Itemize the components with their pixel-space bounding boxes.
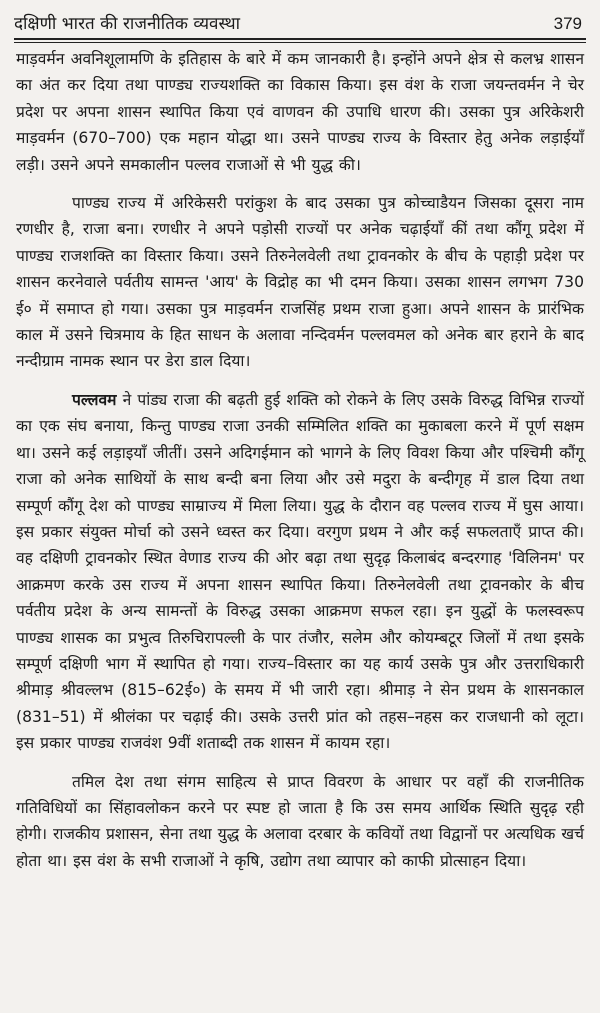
body-text <box>16 46 584 886</box>
chapter-title: दक्षिणी भारत की राजनीतिक व्यवस्था <box>14 14 241 34</box>
paragraph-text: माड़वर्मन अवनिशूलामणि के इतिहास के बारे में कम जानकारी है। इन्होंने अपने क्षेत्र से कलभ्र शासन का अंत कर दिया तथा पाण्ड्य राज्यशक्ति का विकास किया। इस वंश के राजा जयन्तवर्मन ने चेर प्रदेश पर अपना शासन स्थापित किया एवं वाणवन की उपाधि धारण की। उसका पुत्र अरिकेशरी माड़वर्मन (670–700) एक महान योद्धा था। उसने पाण्ड्य राज्य के विस्तार हेतु अनेक लड़ाईयाँ लड़ी। उसने अपने समकालीन पल्लव राजाओं से भी युद्ध की। <box>16 50 584 174</box>
running-header <box>14 6 582 34</box>
paragraph-text: ने पांड्य राजा की बढ़ती हुई शक्ति को रोकने के लिए उसके विरुद्ध विभिन्न राज्यों का एक संघ बनाया, किन्तु पाण्ड्य राजा उनकी सम्मिलित शक्ति का मुकाबला करने में पूर्ण सक्षम था। उसने कई लड़ाइयाँ जीतीं। उसने अदिगईमान को भागने के लिए विवश किया और पश्चिमी कौंगू राजा को अनेक साथियों के साथ बन्दी बना लिया और उसे मदुरा के बन्दीगृह में डाल दिया तथा सम्पूर्ण कौंगू देश को पाण्ड्य साम्राज्य में मिला लिया। युद्ध के दौरान वह पल्लव राज्य में घुस आया। इस प्रकार संयुक्त मोर्चा को उसने ध्वस्त कर दिया। वरगुण प्रथम ने और कई सफलताएँ प्राप्त की। वह दक्षिणी ट्रावनकोर स्थित वेणाड राज्य की ओर बढ़ा तथा सुदृढ़ किलाबंद बन्दरगाह 'विलिनम' पर आक्रमण करके उस राज्य में अपना शासन स्थापित किया। तिरुनेलवेली तथा ट्रावनकोर के बीच पर्वतीय प्रदेश के अन्य सामन्तों के विरुद्ध उसका आक्रमण सफल रहा। इन युद्धों के फलस्वरूप पाण्ड्य शासक का प्रभुत्व तिरुचिरापल्ली के पार तंजौर, सलेम और कोयम्बटूर जिलों में तथा इसके सम्पूर्ण दक्षिणी भाग में स्थापित हो गया। राज्य–विस्तार का यह कार्य उसके पुत्र और उत्तराधिकारी श्रीमाड़ श्रीवल्लभ (815–62ई०) के समय में भी जारी रहा। श्रीमाड़ ने सेन प्रथम के शासनकाल (831–51) में श्रीलंका पर चढ़ाई की। उसके उत्तरी प्रांत को तहस–नहस कर राजधानी को लूटा। इस प्रकार पाण्ड्य राजवंश 9वीं शताब्दी तक शासन में कायम रहा। <box>16 390 584 753</box>
paragraph-lead-bold: पल्लवम <box>72 390 117 409</box>
paragraph-text: तमिल देश तथा संगम साहित्य से प्राप्त विवरण के आधार पर वहाँ की राजनीतिक गतिविधियों का सिंहावलोकन करने पर स्पष्ट हो जाता है कि उस समय आर्थिक स्थिति सुदृढ़ रही होगी। राजकीय प्रशासन, सेना तथा युद्ध के अलावा दरबार के कवियों तथा विद्वानों पर अत्यधिक खर्च होता था। इस वंश के सभी राजाओं ने कृषि, उद्योग तथा व्यापार को काफी प्रोत्साहन दिया। <box>16 772 584 870</box>
header-rule <box>14 38 586 40</box>
paragraph-text: पाण्ड्य राज्य में अरिकेसरी परांकुश के बाद उसका पुत्र कोच्चाडैयन जिसका दूसरा नाम रणधीर है, राजा बना। रणधीर ने अपने पड़ोसी राज्यों पर अनेक चढ़ाईयाँ कीं तथा कौंगू प्रदेश में पाण्ड्य राजशक्ति का विस्तार किया। उसने तिरुनेलवेली तथा ट्रावनकोर के बीच के पहाड़ी प्रदेश पर शासन करनेवाले पर्वतीय सामन्त 'आय' के विद्रोह का भी दमन किया। उसका शासन लगभग 730 ई० में समाप्त हो गया। उसका पुत्र माड़वर्मन राजसिंह प्रथम राजा हुआ। अपने शासन के प्रारंभिक काल में उसने चित्रमाय के हित साधन के अलावा नन्दिवर्मन पल्लवमल को अनेक बार हराने के बाद नन्दीग्राम नामक स्थान पर डेरा डाल दिया। <box>16 194 584 371</box>
page-number: 379 <box>553 14 582 33</box>
header-rule-thin <box>14 42 586 43</box>
paragraph-2 <box>16 190 584 375</box>
paragraph-1 <box>16 46 584 178</box>
paragraph-3 <box>16 387 584 757</box>
paragraph-4 <box>16 769 584 875</box>
